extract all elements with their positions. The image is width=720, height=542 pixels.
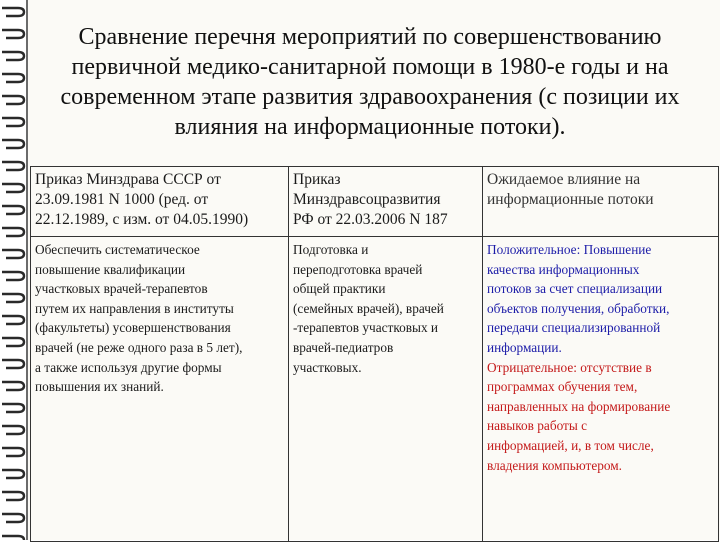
spiral-ring — [2, 360, 24, 368]
text-line: Отрицательное: отсутствие в — [487, 359, 652, 375]
title-line: Сравнение перечня мероприятий по совершенствованию — [78, 24, 662, 50]
text-line: общей практики — [293, 281, 386, 297]
text-line: Обеспечить систематическое — [35, 242, 200, 257]
header-line: 22.12.1989, с изм. от 04.05.1990) — [35, 211, 249, 228]
spiral-ring — [2, 514, 24, 522]
header-line: Приказ — [293, 171, 341, 188]
spiral-ring — [2, 206, 24, 214]
table-row — [31, 237, 719, 542]
spiral-ring — [2, 30, 24, 38]
table-header-row — [31, 167, 719, 237]
text-line: участковых врачей-терапевтов — [35, 281, 208, 297]
text-line: врачей (не реже одного раза в 5 лет), — [35, 339, 243, 355]
spiral-ring — [2, 52, 24, 60]
text-line: направленных на формирование — [487, 398, 671, 414]
spiral-ring — [2, 74, 24, 82]
spiral-ring — [2, 536, 24, 540]
spiral-ring — [2, 448, 24, 456]
text-line: объектов получения, обработки, — [487, 300, 670, 316]
text-line: владения компьютером. — [487, 457, 623, 473]
spiral-ring — [2, 228, 24, 236]
text-line: программах обучения тем, — [487, 379, 638, 395]
spiral-ring — [2, 426, 24, 434]
text-line: (факультеты) усовершенствования — [35, 320, 231, 336]
header-line: Приказ Минздрава СССР от — [35, 171, 221, 188]
negative-impact — [487, 358, 714, 476]
text-line: переподготовка врачей — [293, 261, 423, 277]
text-line: качества информационных — [487, 261, 640, 277]
text-line: информацией, и, в том числе, — [487, 437, 654, 453]
header-line: РФ от 22.03.2006 N 187 — [293, 211, 448, 228]
spiral-ring — [2, 8, 24, 16]
positive-impact — [487, 240, 714, 358]
spiral-ring — [2, 316, 24, 324]
spiral-ring — [2, 96, 24, 104]
header-line: информационные потоки — [487, 191, 654, 208]
spiral-ring — [2, 338, 24, 346]
spiral-ring — [2, 140, 24, 148]
text-line: Положительное: Повышение — [487, 242, 652, 257]
title-line: первичной медико-санитарной помощи в 1980-е годы и на — [71, 54, 669, 80]
comparison-table — [30, 166, 719, 542]
text-line: повышение квалификации — [35, 261, 186, 277]
header-cell-expected-impact — [483, 167, 719, 237]
text-line: -терапевтов участковых и — [293, 320, 439, 336]
cell-ussr-measures — [31, 237, 289, 542]
title-line: современном этапе развития здравоохранения (с позиции их — [60, 84, 680, 110]
header-line: 23.09.1981 N 1000 (ред. от — [35, 191, 209, 208]
title-line: влияния на информационные потоки). — [174, 114, 566, 140]
text-line: (семейных врачей), врачей — [293, 300, 444, 316]
notebook-spiral-binding — [0, 0, 26, 540]
header-cell-rf-order — [289, 167, 483, 237]
spiral-ring — [2, 382, 24, 390]
header-cell-ussr-order — [31, 167, 289, 237]
text-line: путем их направления в институты — [35, 300, 234, 316]
text-line: Подготовка и — [293, 242, 369, 257]
spiral-ring — [2, 272, 24, 280]
header-line: Минздравсоцразвития — [293, 191, 441, 208]
text-line: передачи специализированной — [487, 320, 661, 336]
spiral-ring — [2, 294, 24, 302]
text-line: а также используя другие формы — [35, 359, 222, 375]
spiral-ring — [2, 118, 24, 126]
spiral-ring — [2, 492, 24, 500]
spiral-ring — [2, 470, 24, 478]
text-line: участковых. — [293, 359, 362, 375]
cell-impact — [483, 237, 719, 542]
spiral-ring — [2, 404, 24, 412]
text-line: потоков за счет специализации — [487, 281, 663, 297]
text-line: навыков работы с — [487, 418, 588, 434]
text-line: информации. — [487, 339, 562, 355]
cell-rf-measures — [289, 237, 483, 542]
spiral-ring — [2, 162, 24, 170]
spiral-ring — [2, 250, 24, 258]
text-line: врачей-педиатров — [293, 339, 394, 355]
header-line: Ожидаемое влияние на — [487, 171, 641, 188]
text-line: повышения их знаний. — [35, 379, 164, 395]
slide-title — [30, 22, 710, 142]
spiral-ring — [2, 184, 24, 192]
